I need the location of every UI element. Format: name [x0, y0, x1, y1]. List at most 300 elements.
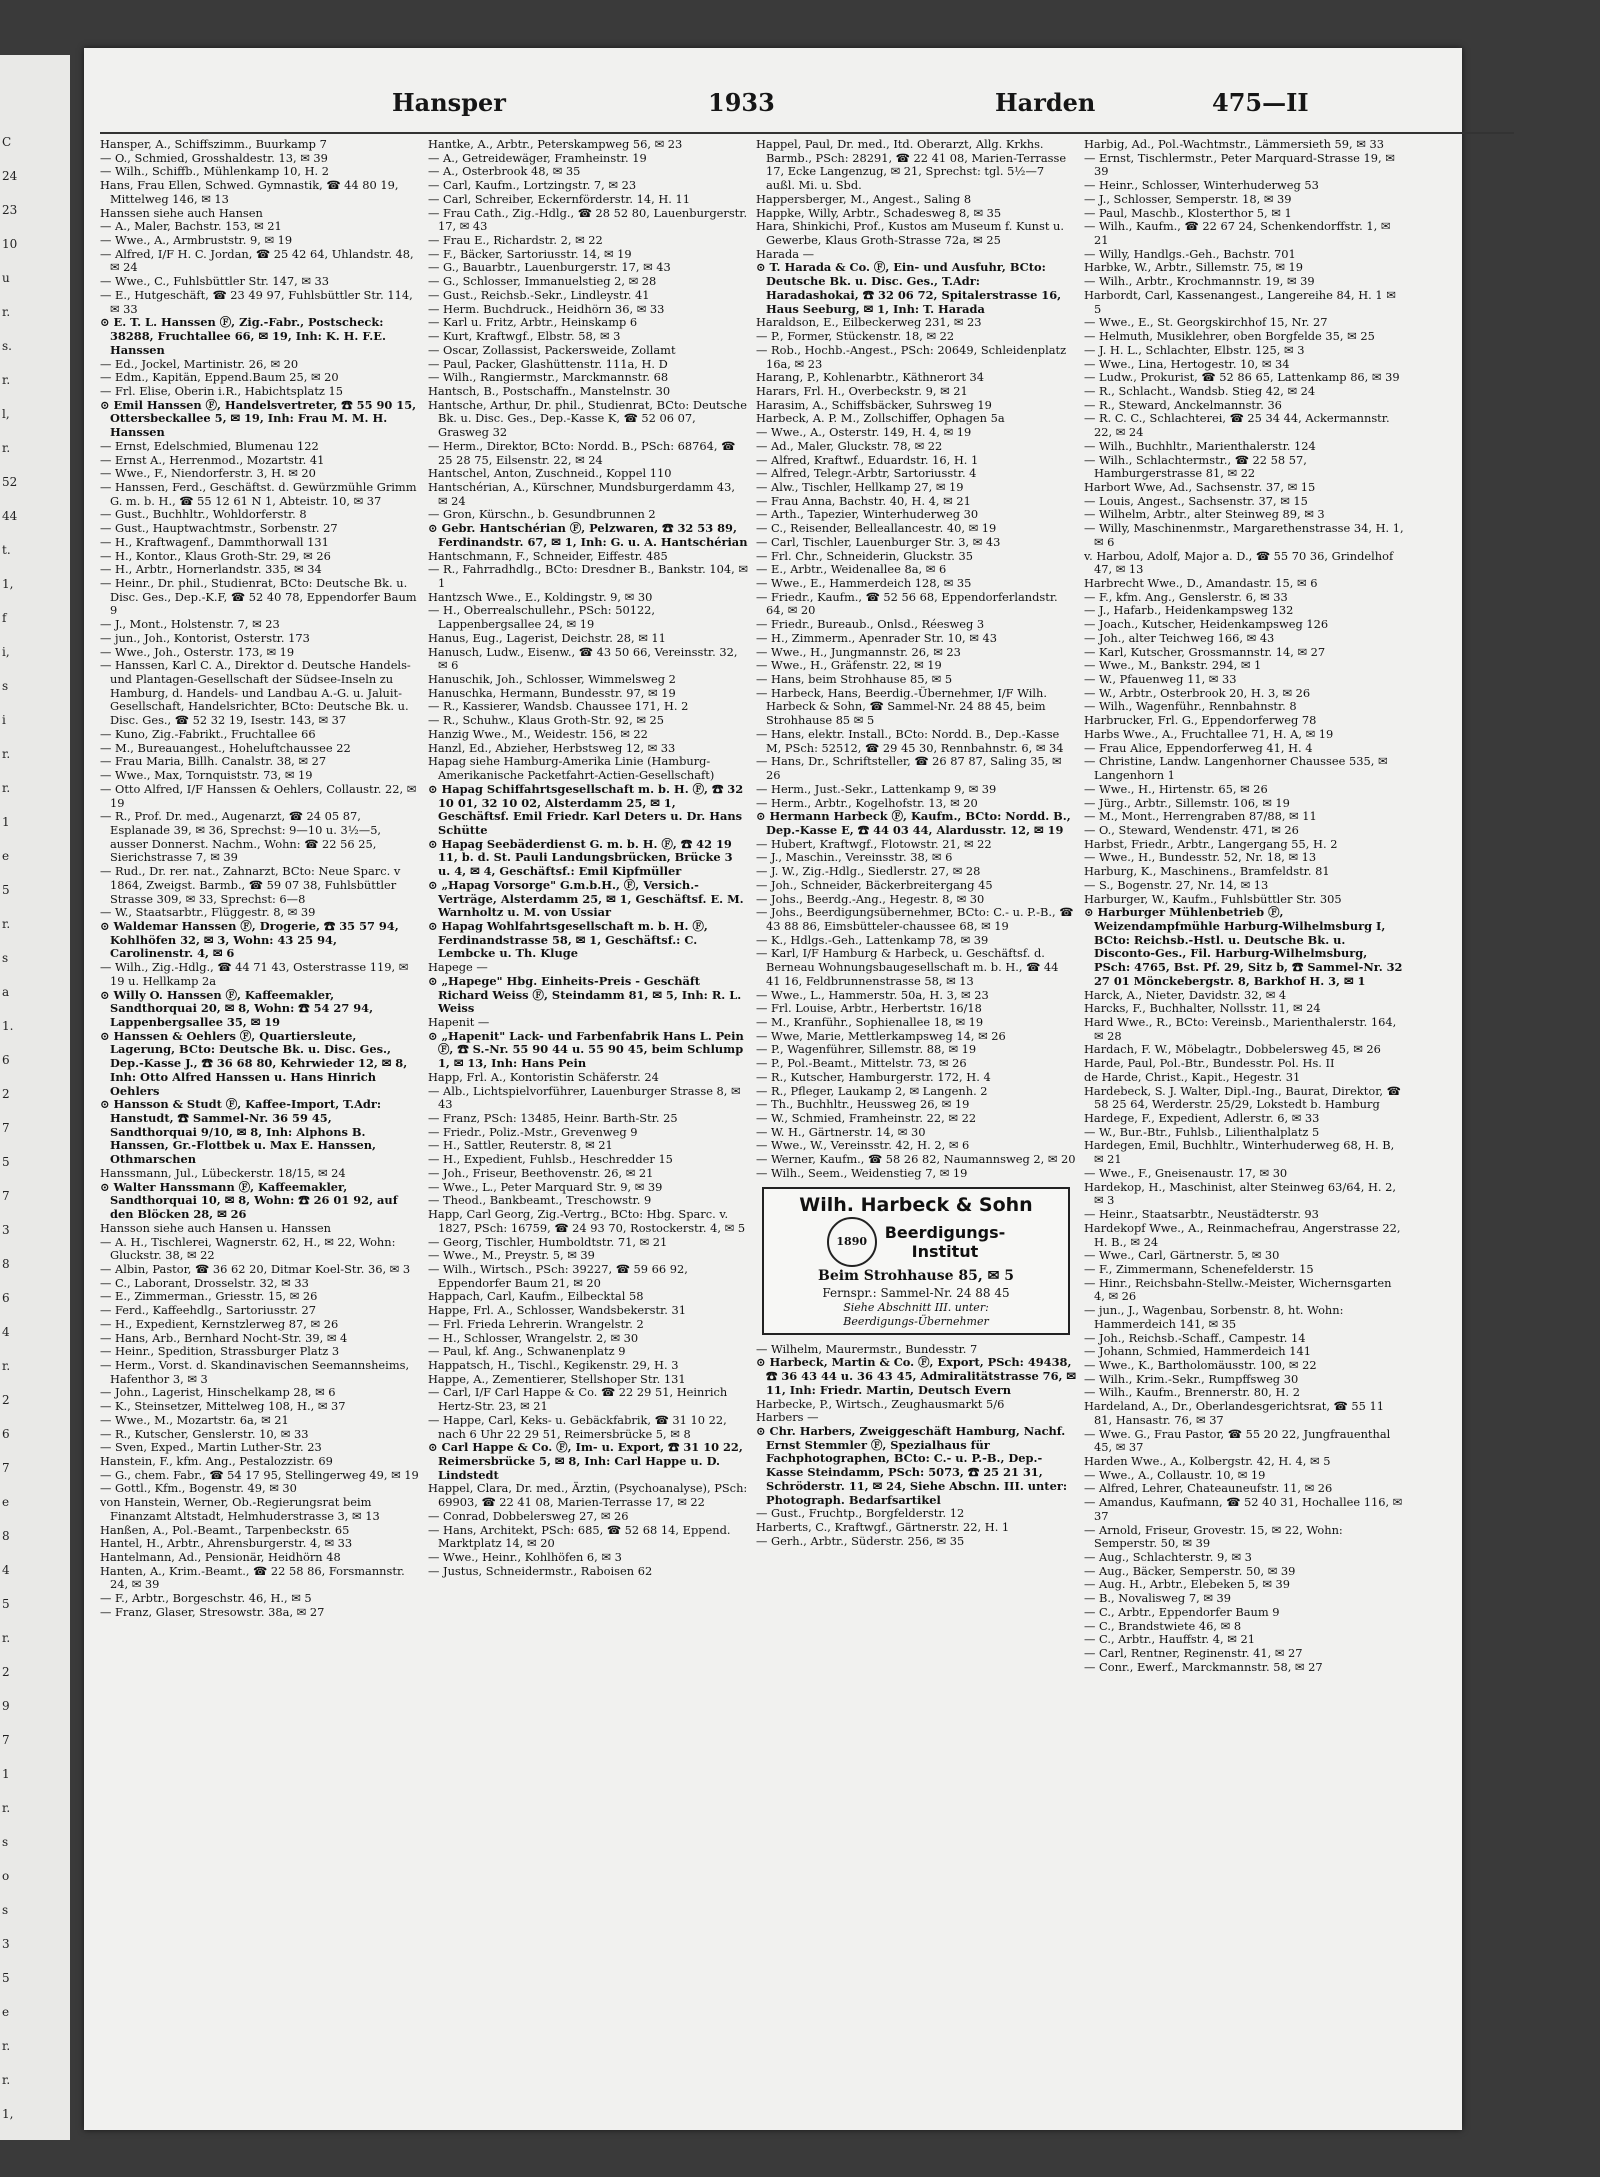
- directory-entry: — Wwe., Joh., Osterstr. 173, ✉ 19: [100, 644, 295, 659]
- directory-entry: — Wwe., H., Bundesstr. 52, Nr. 18, ✉ 13: [1084, 850, 1317, 865]
- directory-entry: ⊙ Willy O. Hanssen Ⓕ, Kaffeemakler, Sandthorquai 20, ✉ 8, Wohn: ☎ 54 27 94, Lappenbergsallee 35, ✉ 19: [100, 987, 374, 1029]
- prev-page-fragment: e: [2, 849, 10, 863]
- directory-entry: — Hinr., Reichsbahn-Stellw.-Meister, Wichernsgarten 4, ✉ 26: [1084, 1275, 1392, 1304]
- directory-entry: Harbrucker, Frl. G., Eppendorferweg 78: [1084, 713, 1317, 728]
- prev-page-fragment: s: [2, 1903, 9, 1917]
- directory-entry: Harbrecht Wwe., D., Amandastr. 15, ✉ 6: [1084, 576, 1318, 590]
- directory-entry: — W., Staatsarbtr., Flüggestr. 8, ✉ 39: [100, 905, 316, 920]
- directory-entry: — Heinr., Dr. phil., Studienrat, BCto: Deutsche Bk. u. Disc. Ges., Dep.-K.F, ☎ 52 40 78, Eppendorfer Baum 9: [100, 576, 417, 618]
- prev-page-fragment: r.: [2, 2039, 11, 2053]
- directory-entry: — Gust., Reichsb.-Sekr., Lindleystr. 41: [428, 287, 650, 302]
- prev-page-fragment: o: [2, 1869, 10, 1883]
- directory-entry: Harden Wwe., A., Kolbergstr. 42, H. 4, ✉ 5: [1084, 1454, 1331, 1468]
- directory-entry: — Wilh., Wirtsch., PSch: 39227, ☎ 59 66 92, Eppendorfer Baum 21, ✉ 20: [428, 1261, 688, 1290]
- directory-entry: — Hubert, Kraftwgf., Flotowstr. 21, ✉ 22: [756, 836, 992, 851]
- directory-entry: Hapag siehe Hamburg-Amerika Linie (Hamburg-Amerikanische Packetfahrt-Actien-Gesellschaft): [428, 754, 715, 783]
- prev-page-fragment: 6: [2, 1427, 10, 1441]
- directory-entry: — Wilh., Arbtr., Krochmannstr. 19, ✉ 39: [1084, 274, 1315, 289]
- directory-entry: Happel, Clara, Dr. med., Ärztin, (Psychoanalyse), PSch: 69903, ☎ 22 41 08, Marien-Terrasse 17, ✉ 22: [428, 1481, 748, 1510]
- ad-title: Wilh. Harbeck & Sohn: [799, 1193, 1033, 1216]
- directory-entry: — H., Sattler, Reuterstr. 8, ✉ 21: [428, 1138, 613, 1153]
- prev-page-fragment: 7: [2, 1189, 10, 1203]
- directory-entry: Happ, Frl. A., Kontoristin Schäferstr. 24: [428, 1069, 659, 1084]
- directory-entry: — F., kfm. Ang., Genslerstr. 6, ✉ 33: [1084, 589, 1288, 604]
- directory-entry: Hansson siehe auch Hansen u. Hanssen: [100, 1220, 331, 1235]
- directory-entry: — Conr., Ewerf., Marckmannstr. 58, ✉ 27: [1084, 1659, 1323, 1674]
- prev-page-fragment: 2: [2, 1393, 10, 1407]
- directory-entry: Hardekopf Wwe., A., Reinmachefrau, Angerstrasse 22, H. B., ✉ 24: [1084, 1220, 1401, 1249]
- directory-entry: ⊙ Hanssen & Oehlers Ⓕ, Quartiersleute, Lagerung, BCto: Deutsche Bk. u. Disc. Ges., Dep.-Kasse J., ☎ 36 68 80, Kehrwieder 12, ✉ 8, Inh: Otto Alfred Hanssen u. Hans Hinrich Oehlers: [100, 1028, 408, 1098]
- prev-page-fragment: 7: [2, 1461, 10, 1475]
- prev-page-fragment: 1.: [2, 1019, 14, 1033]
- directory-entry: Hara, Shinkichi, Prof., Kustos am Museum f. Kunst u. Gewerbe, Klaus Groth-Strasse 72a, ✉ 25: [756, 219, 1064, 248]
- directory-entry: Hardegen, Emil, Buchhltr., Winterhuderweg 68, H. B, ✉ 21: [1084, 1138, 1395, 1167]
- directory-entry: — Wwe., E., Hammerdeich 128, ✉ 35: [756, 576, 972, 590]
- directory-entry: — G., Bauarbtr., Lauenburgerstr. 17, ✉ 43: [428, 260, 671, 275]
- directory-entry: — Wwe., H., Jungmannstr. 26, ✉ 23: [756, 644, 961, 659]
- ad-note-1: Siehe Abschnitt III. unter:: [843, 1300, 989, 1314]
- directory-entry: — Wwe., M., Preystr. 5, ✉ 39: [428, 1248, 595, 1263]
- directory-entry: — Hanssen, Karl C. A., Direktor d. Deutsche Handels- und Plantagen-Gesellschaft der Südsee-Inseln zu Hamburg, d. Handels- und Landbau A.-G. u. Jaluit-Gesellschaft, Handelsrichter, BCto: Deutsche Bk. u. Disc. Ges., ☎ 52 32 19, Isestr. 143, ✉ 37: [100, 658, 411, 728]
- directory-entry: — Wwe., L., Hammerstr. 50a, H. 3, ✉ 23: [756, 987, 989, 1002]
- directory-entry: Hapenit —: [428, 1015, 490, 1029]
- directory-entry: Hanßen, A., Pol.-Beamt., Tarpenbeckstr. 65: [100, 1522, 350, 1537]
- directory-entry: — Willy, Maschinenmstr., Margarethenstrasse 34, H. 1, ✉ 6: [1084, 521, 1404, 549]
- directory-entry: Hanus, Eug., Lagerist, Deichstr. 28, ✉ 11: [428, 630, 666, 645]
- directory-entry: — Alb., Lichtspielvorführer, Lauenburger Strasse 8, ✉ 43: [428, 1083, 741, 1112]
- directory-entry: — C., Reisender, Belleallancestr. 40, ✉ 19: [756, 521, 997, 536]
- directory-entry: — Wwe., Max, Tornquiststr. 73, ✉ 19: [100, 768, 313, 783]
- directory-entry: — C., Arbtr., Eppendorfer Baum 9: [1084, 1604, 1280, 1619]
- directory-entry: — Oscar, Zollassist, Packersweide, Zollamt: [428, 342, 676, 357]
- directory-entry: — H., Kontor., Klaus Groth-Str. 29, ✉ 26: [100, 548, 331, 563]
- directory-entry: — C., Arbtr., Hauffstr. 4, ✉ 21: [1084, 1632, 1255, 1647]
- directory-entry: — Rud., Dr. rer. nat., Zahnarzt, BCto: Neue Sparc. v 1864, Zweigst. Barmb., ☎ 59 07 38, Fuhlsbüttler Strasse 309, ✉ 33, Sprechst: 6—8: [100, 864, 401, 906]
- directory-entry: — Georg, Tischler, Humboldtstr. 71, ✉ 21: [428, 1234, 668, 1249]
- directory-entry: Hantke, A., Arbtr., Peterskampweg 56, ✉ 23: [428, 138, 683, 151]
- directory-entry: — Karl u. Fritz, Arbtr., Heinskamp 6: [428, 315, 638, 330]
- directory-entry: — G., chem. Fabr., ☎ 54 17 95, Stellingerweg 49, ✉ 19: [100, 1467, 419, 1482]
- directory-entry: — Hans, beim Strohhause 85, ✉ 5: [756, 672, 953, 687]
- directory-entry: ⊙ Emil Hanssen Ⓕ, Handelsvertreter, ☎ 55 90 15, Ottersbeckallee 5, ✉ 19, Inh: Frau M. M. H. Hanssen: [100, 397, 417, 440]
- directory-entry: — Louis, Angest., Sachsenstr. 37, ✉ 15: [1084, 493, 1308, 508]
- prev-page-fragment: i,: [2, 645, 10, 659]
- directory-entry: — P., Wagenführer, Sillemstr. 88, ✉ 19: [756, 1042, 977, 1057]
- directory-entry: — Hans, Arb., Bernhard Nocht-Str. 39, ✉ 4: [100, 1330, 348, 1345]
- directory-entry: — Carl, Tischler, Lauenburger Str. 3, ✉ 43: [756, 534, 1001, 549]
- directory-entry: Happe, A., Zementierer, Stellshoper Str. 131: [428, 1371, 686, 1386]
- directory-entry: Harck, A., Nieter, Davidstr. 32, ✉ 4: [1084, 987, 1287, 1002]
- directory-entry: — Gron, Kürschn., b. Gesundbrunnen 2: [428, 507, 656, 522]
- directory-entry: — Ludw., Prokurist, ☎ 52 86 65, Lattenkamp 86, ✉ 39: [1084, 370, 1400, 385]
- prev-page-fragment: 6: [2, 1053, 10, 1067]
- directory-entry: Hantschmann, F., Schneider, Eiffestr. 485: [428, 548, 668, 563]
- directory-entry: — F., Bäcker, Sartoriusstr. 14, ✉ 19: [428, 246, 632, 261]
- directory-entry: — Carl, I/F Carl Happe & Co. ☎ 22 29 51, Heinrich Hertz-Str. 23, ✉ 21: [428, 1385, 728, 1414]
- directory-entry: — Otto Alfred, I/F Hanssen & Oehlers, Collaustr. 22, ✉ 19: [100, 781, 417, 810]
- directory-entry: — K., Hdlgs.-Geh., Lattenkamp 78, ✉ 39: [756, 932, 989, 947]
- directory-entry: ⊙ „Hapege" Hbg. Einheits-Preis - Geschäft Richard Weiss Ⓕ, Steindamm 81, ✉ 5, Inh: R. L. Weiss: [428, 973, 742, 1016]
- directory-entry: ⊙ Hermann Harbeck Ⓕ, Kaufm., BCto: Nordd. B., Dep.-Kasse E, ☎ 44 03 44, Alardusstr. 12, ✉ 19: [756, 809, 1071, 837]
- prev-page-fragment: 8: [2, 1529, 10, 1543]
- directory-entry: — M., Kranführ., Sophienallee 18, ✉ 19: [756, 1015, 984, 1029]
- prev-page-fragment: 2: [2, 1665, 10, 1679]
- directory-entry: — Wwe., F., Gneisenaustr. 17, ✉ 30: [1084, 1165, 1288, 1180]
- directory-entry: — R., Steward, Anckelmannstr. 36: [1084, 397, 1282, 412]
- directory-entry: — Friedr., Kaufm., ☎ 52 56 68, Eppendorferlandstr. 64, ✉ 20: [756, 589, 1058, 618]
- directory-entry: Hanzig Wwe., M., Weidestr. 156, ✉ 22: [428, 726, 648, 741]
- directory-entry: — Carl, Schreiber, Eckernförderstr. 14, H. 11: [428, 191, 691, 206]
- header-page-number: 475—II: [1212, 88, 1309, 117]
- directory-entry: ⊙ Hansson & Studt Ⓕ, Kaffee-Import, T.Adr: Hanstudt, ☎ Sammel-Nr. 36 59 45, Sandthorquai 9/10, ✉ 8, Inh: Alphons B. Hanssen, Gr.-Flottbek u. Max E. Hanssen, Othmarschen: [100, 1097, 382, 1167]
- directory-entry: Hanzl, Ed., Abzieher, Herbstsweg 12, ✉ 33: [428, 740, 676, 755]
- directory-entry: — B., Novalisweg 7, ✉ 39: [1084, 1591, 1231, 1606]
- directory-entry: — jun., Joh., Kontorist, Osterstr. 173: [100, 630, 310, 645]
- directory-entry: Hanssen siehe auch Hansen: [100, 205, 263, 220]
- directory-entry: — R., Kassierer, Wandsb. Chaussee 171, H. 2: [428, 699, 689, 714]
- directory-entry: — Wwe. G., Frau Pastor, ☎ 55 20 22, Jungfrauenthal 45, ✉ 37: [1084, 1426, 1391, 1455]
- directory-entry: — Wwe., A., Collaustr. 10, ✉ 19: [1084, 1467, 1266, 1482]
- prev-page-fragment: 3: [2, 1223, 10, 1237]
- ad-seal: 1890: [827, 1217, 877, 1267]
- directory-entry: — Theod., Bankbeamt., Treschowstr. 9: [428, 1193, 652, 1208]
- directory-entry: Hard Wwe., R., BCto: Vereinsb., Marienthalerstr. 164, ✉ 28: [1084, 1015, 1397, 1043]
- directory-entry: — John., Lagerist, Hinschelkamp 28, ✉ 6: [100, 1385, 336, 1400]
- directory-entry: Happ, Carl Georg, Zig.-Vertrg., BCto: Hbg. Sparc. v. 1827, PSch: 16759, ☎ 24 93 70, Rostockerstr. 4, ✉ 5: [428, 1207, 746, 1235]
- directory-entry: Happersberger, M., Angest., Saling 8: [756, 191, 972, 206]
- prev-page-fragment: s: [2, 1835, 9, 1849]
- prev-page-fragment: r.: [2, 373, 11, 387]
- column-1: [100, 138, 420, 2043]
- prev-page-fragment: r.: [2, 305, 11, 319]
- directory-entry: — Franz, Glaser, Stresowstr. 38a, ✉ 27: [100, 1604, 325, 1619]
- directory-entry: — J., Maschin., Vereinsstr. 38, ✉ 6: [756, 850, 953, 865]
- directory-entry: Hanten, A., Krim.-Beamt., ☎ 22 58 86, Forsmannstr. 24, ✉ 39: [100, 1563, 405, 1592]
- directory-entry: — Christine, Landw. Langenhorner Chaussee 535, ✉ Langenhorn 1: [1084, 754, 1388, 783]
- directory-entry: — Wilh., Kaufm., ☎ 22 67 24, Schenkendorffstr. 1, ✉ 21: [1084, 219, 1391, 248]
- directory-entry: — C., Laborant, Drosselstr. 32, ✉ 33: [100, 1275, 309, 1290]
- prev-page-fragment: 24: [2, 169, 18, 183]
- directory-entry: — Aug., Bäcker, Semperstr. 50, ✉ 39: [1084, 1563, 1296, 1578]
- prev-page-fragment: 6: [2, 1291, 10, 1305]
- directory-entry: — W., Pfauenweg 11, ✉ 33: [1084, 672, 1237, 687]
- directory-entry: — Th., Buchhltr., Heussweg 26, ✉ 19: [756, 1097, 970, 1112]
- directory-entry: Harburg, K., Maschinens., Bramfeldstr. 81: [1084, 864, 1330, 879]
- directory-entry: — Johann, Schmied, Hammerdeich 141: [1084, 1344, 1311, 1359]
- directory-entry: ⊙ Harburger Mühlenbetrieb Ⓕ, Weizendampfmühle Harburg-Wilhelmsburg I, BCto: Reichsb.-Hstl. u. Deutsche Bk. u. Disconto-Ges., Fil. Harburg-Wilhelmsburg, PSch: 4765, Bst. Pf. 29, Sitz b, ☎ Sammel-Nr. 32 27 01 Mönckebergstr. 8, Barkhof H. 3, ✉ 1: [1084, 905, 1403, 988]
- directory-entry: — O., Schmied, Grosshaldestr. 13, ✉ 39: [100, 150, 328, 165]
- prev-page-fragment: 2: [2, 1087, 10, 1101]
- directory-entry: — Carl, Rentner, Reginenstr. 41, ✉ 27: [1084, 1646, 1303, 1661]
- header-year: 1933: [708, 88, 775, 117]
- directory-entry: — Ernst A., Herrenmod., Mozartstr. 41: [100, 452, 325, 467]
- directory-entry: — M., Mont., Herrengraben 87/88, ✉ 11: [1084, 809, 1317, 824]
- directory-entry: — W., Arbtr., Osterbrook 20, H. 3, ✉ 26: [1084, 685, 1311, 700]
- ad-note-2: Beerdigungs-Übernehmer: [843, 1314, 989, 1328]
- directory-entry: ⊙ Walter Hanssmann Ⓕ, Kaffeemakler, Sandthorquai 10, ✉ 8, Wohn: ☎ 26 01 92, auf den Blöcken 28, ✉ 26: [100, 1179, 398, 1222]
- directory-entry: — Hans, Architekt, PSch: 685, ☎ 52 68 14, Eppend. Marktplatz 14, ✉ 20: [428, 1522, 731, 1551]
- ad-subtitle-2: Institut: [911, 1241, 979, 1261]
- directory-entry: — Justus, Schneidermstr., Raboisen 62: [428, 1563, 653, 1578]
- directory-entry: Hanuschik, Joh., Schlosser, Wimmelsweg 2: [428, 672, 676, 687]
- prev-page-fragment: 3: [2, 1937, 10, 1951]
- prev-page-fragment: r.: [2, 781, 11, 795]
- directory-entry: Happke, Willy, Arbtr., Schadesweg 8, ✉ 35: [756, 205, 1002, 220]
- prev-page-fragment: 9: [2, 1699, 10, 1713]
- directory-entry: — Wwe., Lina, Hertogestr. 10, ✉ 34: [1084, 356, 1290, 371]
- prev-page-fragment: r.: [2, 1359, 11, 1373]
- directory-entry: Hardach, F. W., Möbelagtr., Dobbelersweg 45, ✉ 26: [1084, 1042, 1381, 1057]
- directory-entry: Harbke, W., Arbtr., Sillemstr. 75, ✉ 19: [1084, 260, 1304, 275]
- directory-entry: Harcks, F., Buchhalter, Nollsstr. 11, ✉ 24: [1084, 1001, 1321, 1016]
- directory-entry: Hantsche, Arthur, Dr. phil., Studienrat, BCto: Deutsche Bk. u. Disc. Ges., Dep.-Kasse K, ☎ 52 06 07, Grasweg 32: [428, 397, 747, 440]
- prev-page-fragment: f: [2, 611, 7, 625]
- directory-entry: — R., Schlacht., Wandsb. Stieg 42, ✉ 24: [1084, 383, 1316, 398]
- directory-entry: Harburger, W., Kaufm., Fuhlsbüttler Str. 305: [1084, 891, 1342, 906]
- prev-page-fragment: s: [2, 951, 9, 965]
- directory-entry: ⊙ Gebr. Hantschérian Ⓕ, Pelzwaren, ☎ 32 53 89, Ferdinandstr. 67, ✉ 1, Inh: G. u. A. Hantschérian: [428, 521, 748, 549]
- directory-entry: — Ed., Jockel, Martinistr. 26, ✉ 20: [100, 356, 299, 371]
- prev-page-fragment: 1: [2, 1767, 10, 1781]
- directory-entry: — Arnold, Friseur, Grovestr. 15, ✉ 22, Wohn: Semperstr. 50, ✉ 39: [1084, 1522, 1343, 1551]
- directory-entry: — H., Expedient, Kernstzlerweg 87, ✉ 26: [100, 1316, 339, 1331]
- directory-entry: — Heinr., Schlosser, Winterhuderweg 53: [1084, 178, 1319, 193]
- directory-entry: — Hans, Dr., Schriftsteller, ☎ 26 87 87, Saling 35, ✉ 26: [756, 754, 1062, 783]
- directory-entry: — Franz, PSch: 13485, Heinr. Barth-Str. 25: [428, 1111, 678, 1126]
- prev-page-fragment: 4: [2, 1325, 10, 1339]
- prev-page-fragment: a: [2, 985, 10, 999]
- directory-entry: — Wwe., M., Mozartstr. 6a, ✉ 21: [100, 1412, 289, 1427]
- directory-entry: — Wilh., Krim.-Sekr., Rumpffsweg 30: [1084, 1371, 1299, 1386]
- prev-page-fragment: 44: [2, 509, 18, 523]
- directory-entry: — Paul, Maschb., Klosterthor 5, ✉ 1: [1084, 205, 1292, 220]
- prev-page-fragment: e: [2, 1495, 10, 1509]
- directory-entry: — Gust., Buchhltr., Wohldorferstr. 8: [100, 507, 307, 522]
- directory-entry: — Wilh., Wagenführ., Rennbahnstr. 8: [1084, 699, 1297, 714]
- directory-entry: — Joh., alter Teichweg 166, ✉ 43: [1084, 630, 1275, 645]
- directory-entry: Hantschel, Anton, Zuschneid., Koppel 110: [428, 466, 672, 481]
- directory-entry: — Wilh., Zig.-Hdlg., ☎ 44 71 43, Osterstrasse 119, ✉ 19 u. Hellkamp 2a: [100, 960, 409, 988]
- directory-entry: — J. W., Zig.-Hdlg., Siedlerstr. 27, ✉ 28: [756, 864, 981, 879]
- directory-entry: — H., Arbtr., Hornerlandstr. 335, ✉ 34: [100, 562, 322, 577]
- directory-entry: Hapege —: [428, 960, 488, 975]
- directory-entry: — F., Zimmermann, Schenefelderstr. 15: [1084, 1261, 1314, 1276]
- directory-entry: — Heinr., Staatsarbtr., Neustädterstr. 93: [1084, 1207, 1319, 1222]
- ad-phone: Fernspr.: Sammel-Nr. 24 88 45: [822, 1285, 1010, 1300]
- directory-entry: — Frau Anna, Bachstr. 40, H. 4, ✉ 21: [756, 493, 971, 508]
- directory-entry: — Karl, I/F Hamburg & Harbeck, u. Geschäftsf. d. Berneau Wohnungsbaugesellschaft m. b. H., ☎ 44 41 16, Feldbrunnenstrasse 58, ✉ 13: [756, 946, 1059, 988]
- directory-entry: Harbort Wwe, Ad., Sachsenstr. 37, ✉ 15: [1084, 479, 1316, 494]
- directory-entry: — Rob., Hochb.-Angest., PSch: 20649, Schleidenplatz 16a, ✉ 23: [756, 342, 1067, 371]
- directory-entry: — J., Mont., Holstenstr. 7, ✉ 23: [100, 617, 280, 632]
- directory-entry: Hanuschka, Hermann, Bundesstr. 97, ✉ 19: [428, 685, 676, 700]
- directory-entry: Hantel, H., Arbtr., Ahrensburgerstr. 4, ✉ 33: [100, 1536, 353, 1551]
- directory-entry: — W., Schmied, Framheinstr. 22, ✉ 22: [756, 1111, 977, 1126]
- directory-entry: Happatsch, H., Tischl., Kegikenstr. 29, H. 3: [428, 1357, 679, 1372]
- prev-page-fragment: t.: [2, 543, 11, 557]
- directory-entry: Haraldson, E., Eilbeckerweg 231, ✉ 23: [756, 315, 982, 330]
- directory-entry: — Helmuth, Musiklehrer, oben Borgfelde 35, ✉ 25: [1084, 329, 1375, 344]
- directory-entry: — P., Pol.-Beamt., Mittelstr. 73, ✉ 26: [756, 1056, 967, 1071]
- directory-entry: — Frl. Elise, Oberin i.R., Habichtsplatz 15: [100, 383, 344, 398]
- directory-entry: — G., Schlosser, Immanuelstieg 2, ✉ 28: [428, 274, 657, 289]
- directory-entry: — Happe, Carl, Keks- u. Gebäckfabrik, ☎ 31 10 22, nach 6 Uhr 22 29 51, Reimersbrücke 5, ✉ 8: [428, 1412, 727, 1441]
- directory-entry: — Alfred, Telegr.-Arbtr, Sartoriusstr. 4: [756, 466, 977, 481]
- prev-page-fragment: 1,: [2, 577, 14, 591]
- prev-page-fragment: C: [2, 135, 12, 149]
- directory-entry: Hantzsch Wwe., E., Koldingstr. 9, ✉ 30: [428, 589, 653, 604]
- directory-entry: — Gust., Fruchtp., Borgfelderstr. 12: [756, 1506, 965, 1521]
- prev-page-fragment: r.: [2, 1801, 11, 1815]
- funeral-advertisement: [762, 1187, 1070, 1335]
- prev-page-fragment: 23: [2, 203, 18, 217]
- directory-entry: — J. H. L., Schlachter, Elbstr. 125, ✉ 3: [1084, 342, 1305, 357]
- directory-entry: — Frau Maria, Billh. Canalstr. 38, ✉ 27: [100, 754, 327, 769]
- directory-entry: — Johs., Beerdigungsübernehmer, BCto: C.- u. P.-B., ☎ 43 88 86, Eimsbütteler-chaussee 68, ✉ 19: [756, 905, 1074, 933]
- directory-entry: — Herm., Direktor, BCto: Nordd. B., PSch: 68764, ☎ 25 28 75, Eilsenstr. 22, ✉ 24: [428, 438, 736, 467]
- directory-entry: Hantelmann, Ad., Pensionär, Heidhörn 48: [100, 1550, 341, 1565]
- directory-entry: — Sven, Exped., Martin Luther-Str. 23: [100, 1440, 322, 1455]
- directory-entry: — A., Osterbrook 48, ✉ 35: [428, 164, 581, 179]
- column-3: [756, 138, 1076, 2043]
- column-2: [428, 138, 748, 2043]
- prev-page-fragment: i: [2, 713, 6, 727]
- directory-entry: — H., Expedient, Fuhlsb., Heschredder 15: [428, 1152, 673, 1167]
- directory-entry: — Wwe, Marie, Mettlerkampsweg 14, ✉ 26: [756, 1028, 1006, 1043]
- prev-page-fragment: s: [2, 679, 9, 693]
- directory-entry: — J., Hafarb., Heidenkampsweg 132: [1084, 603, 1294, 618]
- prev-page-fragment: r.: [2, 917, 11, 931]
- directory-entry: — R., Schuhw., Klaus Groth-Str. 92, ✉ 25: [428, 713, 665, 728]
- prev-page-fragment: s.: [2, 339, 12, 353]
- directory-entry: Hantsch, B., Postschaffn., Manstelnstr. 30: [428, 383, 671, 398]
- directory-entry: Harbeck, A. P. M., Zollschiffer, Ophagen 5a: [756, 411, 1005, 426]
- directory-entry: — Frl. Frieda Lehrerin. Wrangelstr. 2: [428, 1316, 644, 1331]
- directory-entry: — E., Zimmerman., Griesstr. 15, ✉ 26: [100, 1289, 318, 1304]
- directory-entry: — Herm., Vorst. d. Skandinavischen Seemannsheims, Hafenthor 3, ✉ 3: [100, 1357, 410, 1386]
- directory-entry: Harbs Wwe., A., Fruchtallee 71, H. A, ✉ 19: [1084, 726, 1334, 741]
- directory-entry: — Albin, Pastor, ☎ 36 62 20, Ditmar Koel-Str. 36, ✉ 3: [100, 1261, 411, 1276]
- directory-entry: — E., Arbtr., Weidenallee 8a, ✉ 6: [756, 562, 947, 577]
- directory-entry: ⊙ Waldemar Hanssen Ⓕ, Drogerie, ☎ 35 57 94, Kohlhöfen 32, ✉ 3, Wohn: 43 25 94, Carolinenstr. 4, ✉ 6: [100, 918, 399, 961]
- directory-entry: — Gerh., Arbtr., Süderstr. 256, ✉ 35: [756, 1533, 965, 1548]
- directory-entry: — Wwe., M., Bankstr. 294, ✉ 1: [1084, 658, 1262, 673]
- directory-entry: — Hans, elektr. Install., BCto: Nordd. B., Dep.-Kasse M, PSch: 52512, ☎ 29 45 30, Rennbahnstr. 6, ✉ 34: [756, 726, 1064, 755]
- directory-entry: — Herm., Just.-Sekr., Lattenkamp 9, ✉ 39: [756, 781, 997, 796]
- directory-entry: — Paul, kf. Ang., Schwanenplatz 9: [428, 1344, 626, 1359]
- directory-entry: — Alw., Tischler, Hellkamp 27, ✉ 19: [756, 479, 964, 494]
- directory-entry: ⊙ Carl Happe & Co. Ⓕ, Im- u. Export, ☎ 31 10 22, Reimersbrücke 5, ✉ 8, Inh: Carl Happe u. D. Lindstedt: [428, 1440, 743, 1482]
- directory-entry: — P., Former, Stückenstr. 18, ✉ 22: [756, 329, 955, 344]
- column-4: [1084, 138, 1404, 2043]
- directory-entry: — R., Kutscher, Hamburgerstr. 172, H. 4: [756, 1069, 991, 1084]
- prev-page-fragment: r.: [2, 2073, 11, 2087]
- header-right-keyword: Harden: [995, 88, 1096, 117]
- directory-entry: — Heinr., Spedition, Strassburger Platz 3: [100, 1344, 340, 1359]
- directory-entry: — Gust., Hauptwachtmstr., Sorbenstr. 27: [100, 521, 338, 536]
- directory-entry: — Joh., Schneider, Bäckerbreitergang 45: [756, 877, 993, 892]
- prev-page-fragment: r.: [2, 441, 11, 455]
- directory-entry: — Frau Alice, Eppendorferweg 41, H. 4: [1084, 740, 1313, 755]
- directory-entry: — O., Steward, Wendenstr. 471, ✉ 26: [1084, 822, 1299, 837]
- directory-entry: Hardebeck, S. J. Walter, Dipl.-Ing., Baurat, Direktor, ☎ 58 25 64, Werderstr. 25/29, Lokstedt b. Hamburg: [1084, 1083, 1401, 1112]
- directory-entry: Harbers —: [756, 1410, 819, 1425]
- directory-entry: — Ad., Maler, Gluckstr. 78, ✉ 22: [756, 438, 943, 453]
- directory-entry: — Carl, Kaufm., Lortzingstr. 7, ✉ 23: [428, 178, 637, 193]
- directory-entry: — A., Maler, Bachstr. 153, ✉ 21: [100, 219, 282, 234]
- prev-page-fragment: e: [2, 2005, 10, 2019]
- directory-entry: — Edm., Kapitän, Eppend.Baum 25, ✉ 20: [100, 370, 339, 385]
- prev-page-fragment: 7: [2, 1733, 10, 1747]
- directory-entry: de Harde, Christ., Kapit., Hegestr. 31: [1084, 1069, 1301, 1084]
- prev-page-fragment: r.: [2, 1631, 11, 1645]
- directory-entry: Harasim, A., Schiffsbäcker, Suhrsweg 19: [756, 397, 992, 412]
- directory-entry: — Wwe., A., Osterstr. 149, H. 4, ✉ 19: [756, 425, 972, 440]
- directory-entry: — R. C. C., Schlachterei, ☎ 25 34 44, Ackermannstr. 22, ✉ 24: [1084, 411, 1390, 440]
- directory-entry: — Wwe., H., Gräfenstr. 22, ✉ 19: [756, 658, 942, 673]
- directory-entry: — Joh., Friseur, Beethovenstr. 26, ✉ 21: [428, 1165, 654, 1180]
- directory-entry: Harbst, Friedr., Arbtr., Langergang 55, H. 2: [1084, 836, 1338, 851]
- directory-entry: — Ernst, Tischlermstr., Peter Marquard-Strasse 19, ✉ 39: [1084, 150, 1395, 179]
- directory-entry: Hardege, F., Expedient, Adlerstr. 6, ✉ 33: [1084, 1111, 1320, 1126]
- directory-entry: Hans, Frau Ellen, Schwed. Gymnastik, ☎ 44 80 19, Mittelweg 146, ✉ 13: [100, 178, 399, 206]
- directory-entry: — Wilhelm, Arbtr., alter Steinweg 89, ✉ 3: [1084, 507, 1325, 522]
- directory-entry: — S., Bogenstr. 27, Nr. 14, ✉ 13: [1084, 877, 1269, 892]
- directory-entry: — Herm. Buchdruck., Heidhörn 36, ✉ 33: [428, 301, 665, 316]
- header-rule: [100, 132, 1514, 134]
- directory-entry: — Werner, Kaufm., ☎ 58 26 82, Naumannsweg 2, ✉ 20: [756, 1152, 1076, 1167]
- directory-entry: — Alfred, Lehrer, Chateauneufstr. 11, ✉ 26: [1084, 1481, 1333, 1496]
- directory-entry: — H., Kraftwagenf., Dammthorwall 131: [100, 534, 329, 549]
- directory-entry: — jun., J., Wagenbau, Sorbenstr. 8, ht. Wohn: Hammerdeich 141, ✉ 35: [1084, 1303, 1344, 1331]
- prev-page-fragment: l,: [2, 407, 10, 421]
- directory-entry: — H., Zimmerm., Apenrader Str. 10, ✉ 43: [756, 630, 997, 645]
- directory-entry: — Conrad, Dobbelersweg 27, ✉ 26: [428, 1508, 629, 1523]
- directory-entry: — M., Bureauangest., Hoheluftchaussee 22: [100, 740, 351, 755]
- directory-entry: Harbig, Ad., Pol.-Wachtmstr., Lämmersieth 59, ✉ 33: [1084, 138, 1384, 151]
- directory-entry: Hansper, A., Schiffszimm., Buurkamp 7: [100, 138, 327, 151]
- directory-entry: — Wilh., Rangiermstr., Marckmannstr. 68: [428, 370, 669, 385]
- directory-entry: — Wilh., Buchhltr., Marienthalerstr. 124: [1084, 438, 1316, 453]
- directory-entry: — H., Schlosser, Wrangelstr. 2, ✉ 30: [428, 1330, 639, 1345]
- directory-entry: ⊙ Hapag Seebäderdienst G. m. b. H. Ⓕ, ☎ 42 19 11, b. d. St. Pauli Landungsbrücken, Brücke 3 u. 4, ✉ 4, Geschäftsf.: Emil Kipfmüller: [428, 836, 733, 879]
- directory-entry: ⊙ „Hapag Vorsorge" G.m.b.H., Ⓕ, Versich.-Verträge, Alsterdamm 25, ✉ 1, Geschäftsf. E. M. Warnholtz u. M. von Ussiar: [428, 877, 744, 920]
- directory-entry: — Wwe., H., Hirtenstr. 65, ✉ 26: [1084, 781, 1268, 796]
- directory-entry: Hantschérian, A., Kürschner, Mundsburgerdamm 43, ✉ 24: [428, 479, 736, 508]
- directory-entry: — Frau E., Richardstr. 2, ✉ 22: [428, 233, 603, 248]
- directory-entry: — Wwe., Carl, Gärtnerstr. 5, ✉ 30: [1084, 1248, 1280, 1263]
- directory-entry: ⊙ Hapag Wohlfahrtsgesellschaft m. b. H. Ⓕ, Ferdinandstrasse 58, ✉ 1, Geschäftsf.: C. Lembcke u. Th. Kluge: [428, 918, 708, 961]
- directory-entry: — Jürg., Arbtr., Sillemstr. 106, ✉ 19: [1084, 795, 1290, 810]
- prev-page-fragment: 52: [2, 475, 18, 489]
- directory-entry: — Alfred, Kraftwf., Eduardstr. 16, H. 1: [756, 452, 979, 467]
- directory-entry: — Frl. Louise, Arbtr., Herbertstr. 16/18: [756, 1001, 982, 1016]
- directory-entry: — Wwe., F., Niendorferstr. 3, H. ✉ 20: [100, 466, 316, 481]
- directory-entry: Harbecke, P., Wirtsch., Zeughausmarkt 5/6: [756, 1396, 1005, 1411]
- directory-entry: ⊙ Harbeck, Martin & Co. Ⓕ, Export, PSch: 49438, ☎ 36 43 44 u. 36 43 45, Admiralitätstrasse 76, ✉ 11, Inh: Friedr. Martin, Deutsch Evern: [756, 1355, 1076, 1397]
- directory-entry: — Ferd., Kaffeehdlg., Sartoriusstr. 27: [100, 1303, 317, 1318]
- directory-entry: Hanstein, F., kfm. Ang., Pestalozzistr. 69: [100, 1454, 333, 1468]
- directory-entry: von Hanstein, Werner, Ob.-Regierungsrat beim Finanzamt Altstadt, Helmhuderstrasse 3, ✉ 13: [100, 1495, 380, 1523]
- directory-entry: — Wwe., W., Vereinsstr. 42, H. 2, ✉ 6: [756, 1138, 970, 1153]
- directory-entry: — Frl. Chr., Schneiderin, Gluckstr. 35: [756, 548, 973, 563]
- directory-entry: — Wwe., A., Armbruststr. 9, ✉ 19: [100, 233, 293, 248]
- prev-page-fragment: 7: [2, 1121, 10, 1135]
- directory-entry: — Alfred, I/F H. C. Jordan, ☎ 25 42 64, Uhlandstr. 48, ✉ 24: [100, 246, 414, 275]
- directory-entry: — Kurt, Kraftwgf., Elbstr. 58, ✉ 3: [428, 329, 621, 344]
- directory-entry: — W. H., Gärtnerstr. 14, ✉ 30: [756, 1124, 926, 1139]
- directory-entry: — R., Kutscher, Genslerstr. 10, ✉ 33: [100, 1426, 309, 1441]
